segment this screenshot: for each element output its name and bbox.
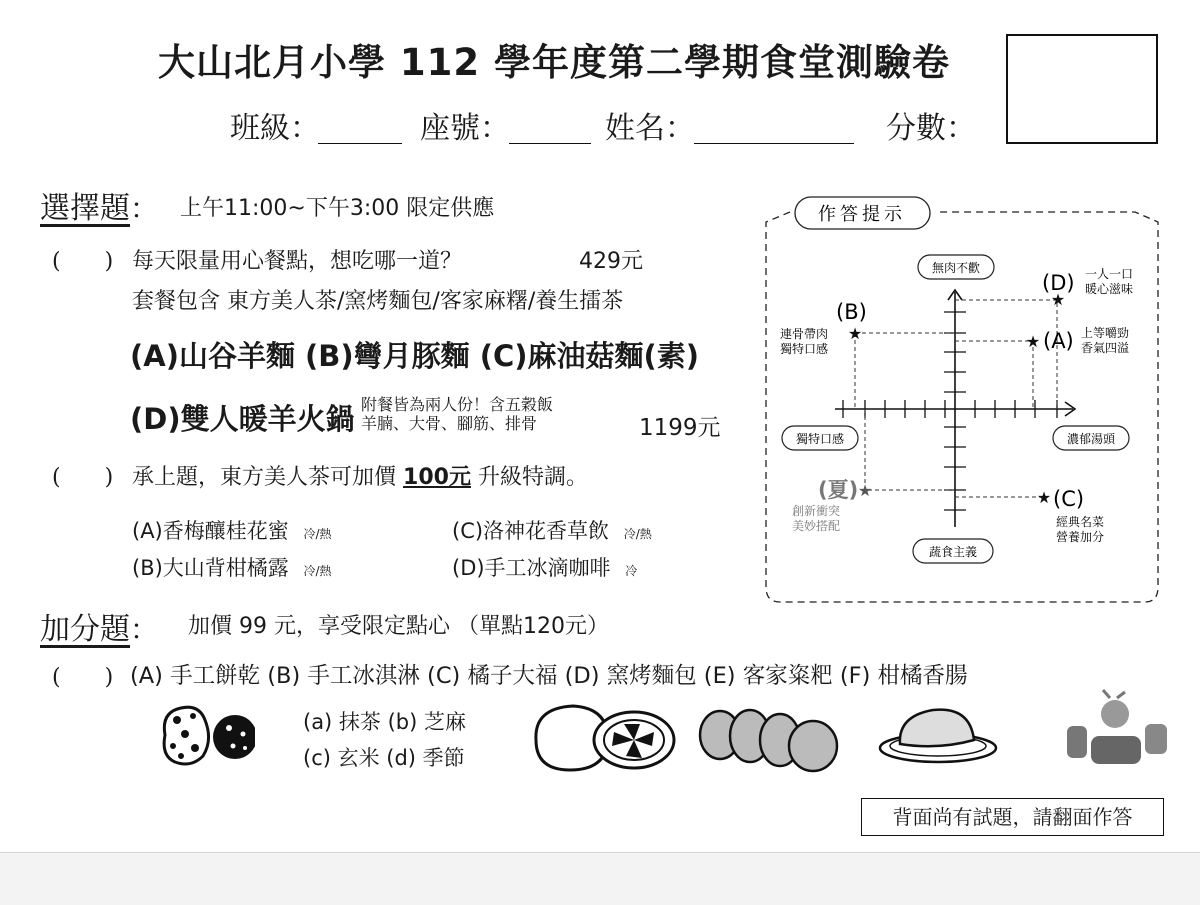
top-label: 無肉不歡 [931, 261, 981, 275]
q1-d-note-line2: 羊腩、大骨、腳筋、排骨 [361, 414, 538, 433]
section1-title: 選擇題 [40, 191, 130, 226]
q2-option-b-temp: 冷/熱 [303, 564, 332, 578]
seat-label: 座號： [420, 111, 510, 146]
point-a-letter: (A) [1043, 329, 1074, 353]
point-summer-letter: (夏) [818, 478, 859, 502]
q2-option-a-temp: 冷/熱 [303, 527, 332, 541]
footer-note: 背面尚有試題，請翻面作答 [861, 798, 1164, 836]
section2-subtitle: 加價 99 元，享受限定點心 （單點120元） [188, 614, 609, 639]
point-b-letter: (B) [836, 300, 867, 324]
q2-option-c [452, 515, 652, 545]
name-field[interactable] [694, 143, 854, 144]
page-title: 大山北月小學 112 學年度第二學期食堂測驗卷 [158, 41, 950, 84]
point-d-star: ★ [1050, 290, 1066, 309]
q2-option-d-temp: 冷 [625, 564, 638, 578]
name-label: 姓名： [605, 111, 695, 146]
point-a-star: ★ [1025, 332, 1041, 351]
flavors-line1: (a) 抹茶 (b) 芝麻 [303, 710, 466, 734]
hint-diagram [760, 192, 1165, 607]
q1-d-note-line1: 附餐皆為兩人份！含五穀飯 [361, 395, 554, 414]
q2-option-c-label: (C)洛神花香草飲 [452, 519, 610, 543]
left-label: 獨特口感 [795, 432, 845, 446]
bonus-options: (A) 手工餅乾 (B) 手工冰淇淋 (C) 橘子大福 (D) 窯烤麵包 (E) 客家粢粑 (F) 柑橘香腸 [130, 663, 968, 689]
point-a-line1: 上等嚼勁 [1081, 326, 1130, 340]
point-summer-line1: 創新衝突 [792, 504, 841, 518]
q1-price: 429元 [579, 249, 643, 274]
point-d-letter: (D) [1042, 271, 1075, 295]
score-label: 分數： [886, 111, 976, 146]
section2-colon: ： [130, 613, 159, 646]
q2-option-a [132, 515, 332, 545]
q2-highlight: 100元 [403, 465, 471, 490]
q2-option-d-label: (D)手工冰滴咖啡 [452, 556, 611, 580]
section1-colon: ： [130, 192, 159, 225]
sausage-icon [1055, 686, 1175, 776]
q2-text [132, 460, 588, 491]
q2-answer-blank[interactable]: ( ) [52, 465, 114, 490]
cookie-flavors [303, 704, 466, 776]
seat-field[interactable] [509, 143, 591, 144]
point-c-letter: (C) [1053, 487, 1085, 511]
point-c-line2: 營養加分 [1056, 530, 1105, 544]
bottom-label: 蔬食主義 [928, 545, 978, 559]
hint-title: 作答提示 [818, 204, 906, 225]
class-field[interactable] [318, 143, 402, 144]
point-d-line2: 暖心滋味 [1085, 282, 1134, 296]
bonus-answer-blank[interactable]: ( ) [52, 665, 114, 690]
q2-option-d [452, 552, 637, 582]
point-b-line2: 獨特口感 [780, 342, 829, 356]
q1-d-price: 1199元 [639, 415, 721, 441]
point-summer-star: ★ [857, 481, 873, 500]
section1-heading [40, 183, 158, 227]
point-c-star: ★ [1036, 488, 1052, 507]
point-b-line1: 連骨帶肉 [780, 327, 829, 341]
q2-text-before: 承上題，東方美人茶可加價 [132, 465, 397, 490]
q1-answer-blank[interactable]: ( ) [52, 249, 114, 274]
orange-daifuku-icon [528, 700, 678, 775]
point-c-line1: 經典名菜 [1056, 515, 1105, 529]
point-b-star: ★ [847, 324, 863, 343]
flavors-line2: (c) 玄米 (d) 季節 [303, 746, 465, 770]
q1-set-text: 套餐包含 東方美人茶/窯烤麵包/客家麻糬/養生擂茶 [132, 289, 624, 314]
point-a-line2: 香氣四溢 [1081, 341, 1130, 355]
section2-heading [40, 604, 158, 648]
score-box [1006, 34, 1158, 144]
section1-subtitle: 上午11:00~下午3:00 限定供應 [180, 196, 495, 221]
section2-title: 加分題 [40, 612, 130, 647]
q2-text-after: 升級特調。 [477, 465, 588, 490]
bread-icon [695, 700, 845, 780]
class-label: 班級： [230, 111, 320, 146]
q2-option-b [132, 552, 332, 582]
point-summer-line2: 美妙搭配 [792, 519, 841, 533]
q1-option-d: (D)雙人暖羊火鍋 [130, 402, 355, 436]
point-d-line1: 一人一口 [1085, 267, 1134, 281]
q1-text: 每天限量用心餐點，想吃哪一道？ [132, 249, 463, 274]
q1-d-note [361, 395, 553, 433]
mochi-icon [878, 700, 1003, 770]
right-label: 濃郁湯頭 [1066, 432, 1116, 446]
cookie-icon [155, 700, 255, 770]
q2-option-c-temp: 冷/熱 [623, 527, 652, 541]
q2-option-a-label: (A)香梅釀桂花蜜 [132, 519, 289, 543]
q2-option-b-label: (B)大山背柑橘露 [132, 556, 289, 580]
q1-options-abc: (A)山谷羊麵 (B)彎月豚麵 (C)麻油菇麵(素) [130, 339, 700, 373]
